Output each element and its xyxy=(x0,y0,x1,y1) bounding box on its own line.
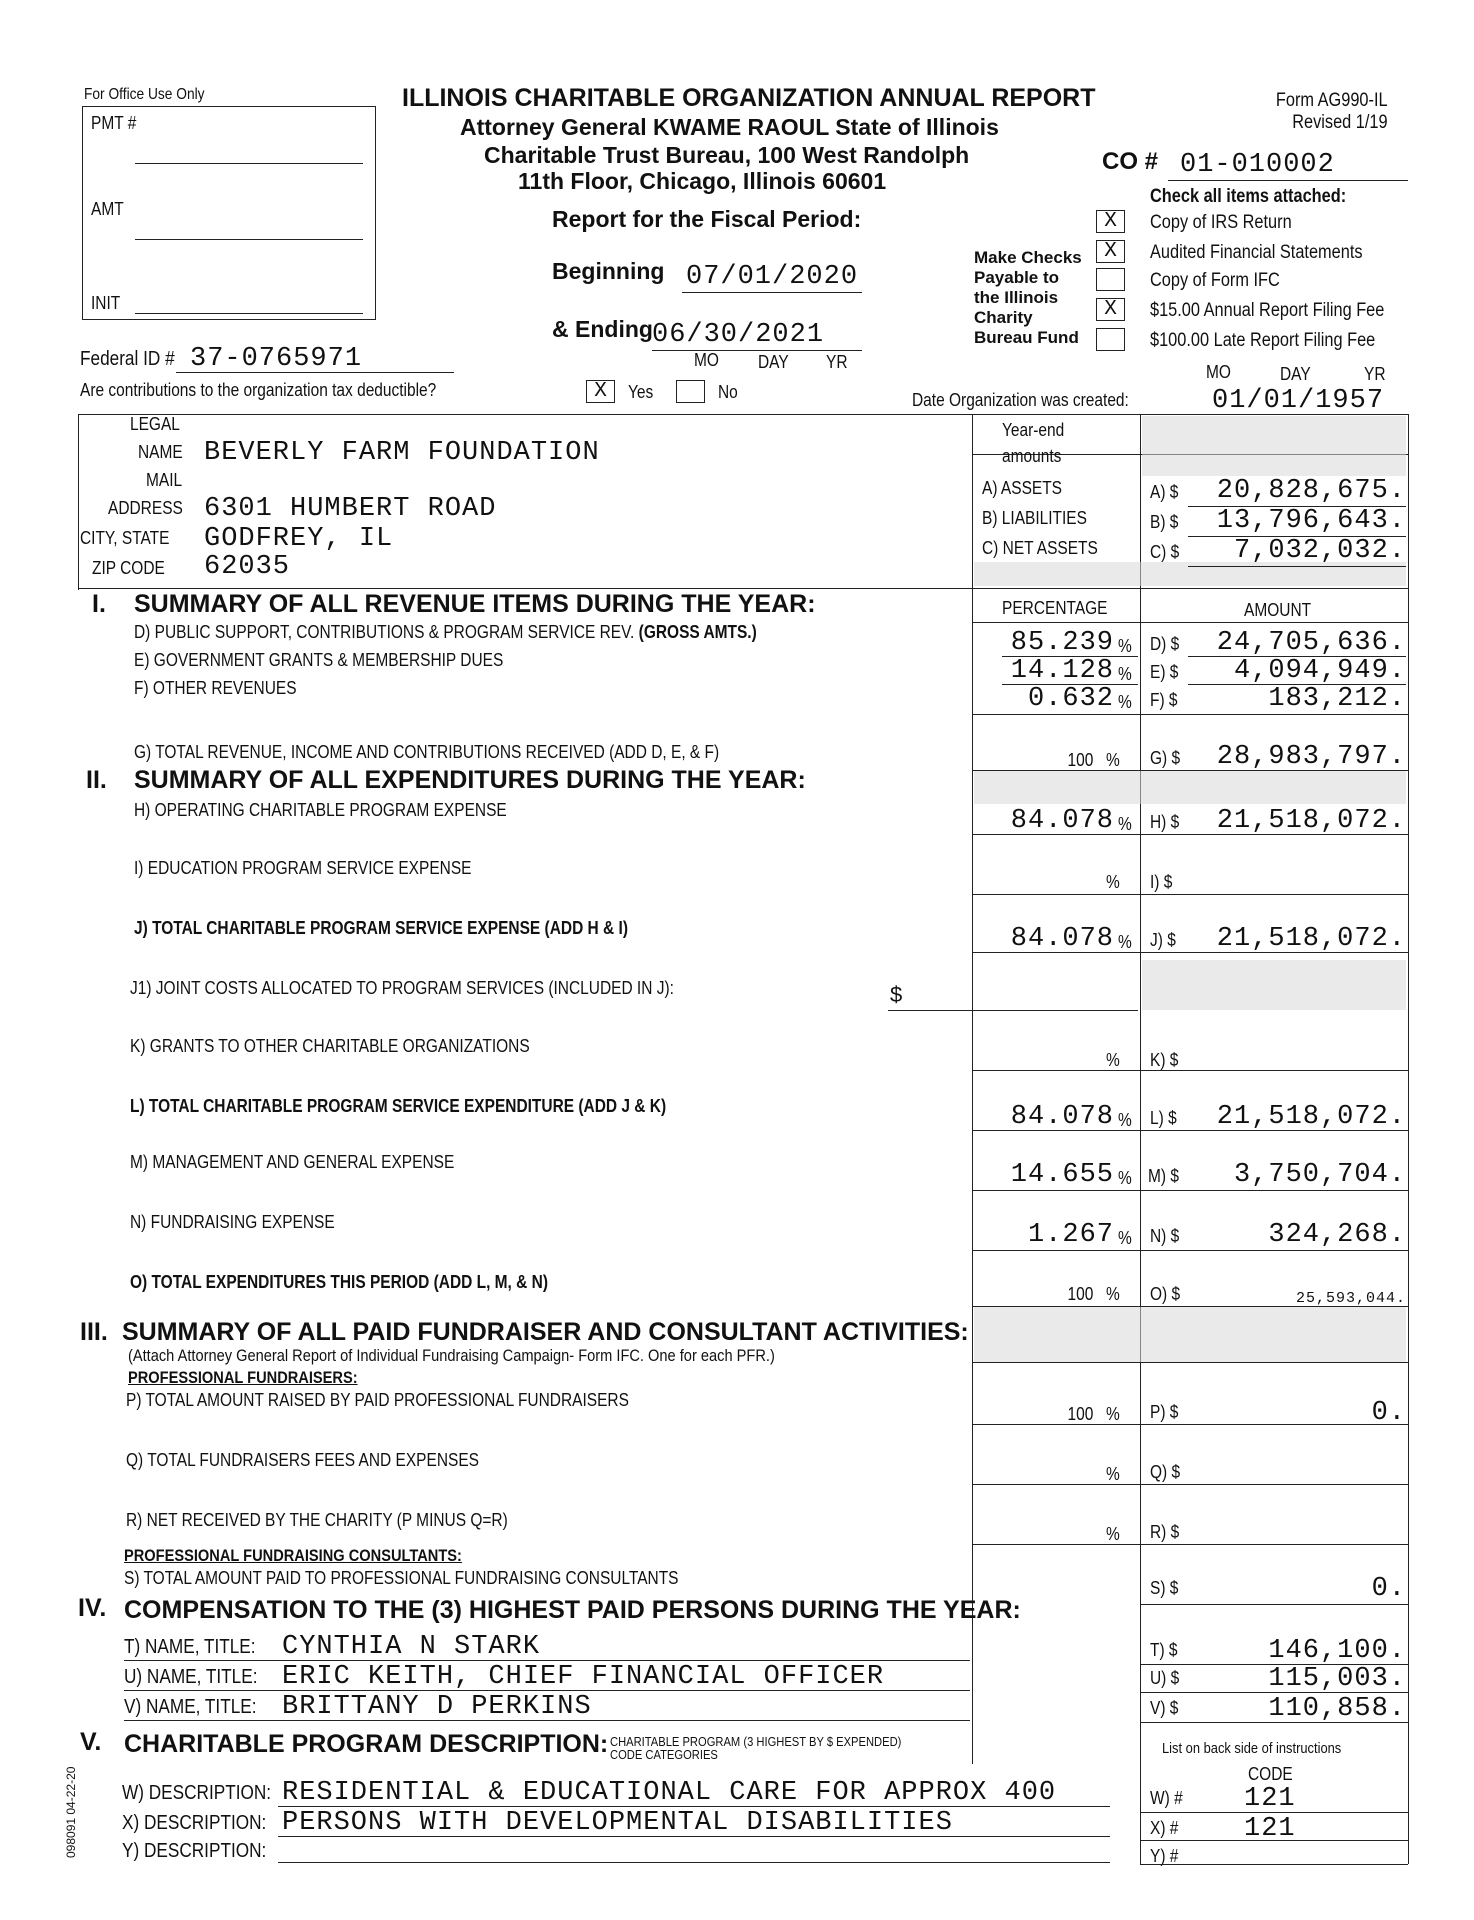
expense-k-label: K) GRANTS TO OTHER CHARITABLE ORGANIZATIONS xyxy=(130,1036,530,1056)
pct-sign: % xyxy=(1118,814,1132,834)
annual-fee-checkbox[interactable]: X xyxy=(1096,298,1125,321)
yr-label: YR xyxy=(826,352,848,372)
revenue-f-amount: 183,212. xyxy=(1268,684,1406,714)
created-date: 01/01/1957 xyxy=(1212,386,1385,416)
pct-sign: % xyxy=(1106,1464,1120,1484)
check-all-label: Check all items attached: xyxy=(1150,186,1347,207)
deductible-question: Are contributions to the organization tax deductible? xyxy=(80,380,437,400)
fundraiser-q-label: Q) TOTAL FUNDRAISERS FEES AND EXPENSES xyxy=(126,1450,479,1470)
deductible-no-label: No xyxy=(718,382,738,402)
expense-i-label: I) EDUCATION PROGRAM SERVICE EXPENSE xyxy=(134,858,472,878)
assets-code: A) $ xyxy=(1150,482,1179,502)
org-zip: 62035 xyxy=(204,552,291,582)
fundraiser-p-code: P) $ xyxy=(1150,1402,1179,1422)
federal-id-value: 37-0765971 xyxy=(190,344,363,374)
revenue-e-code: E) $ xyxy=(1150,662,1179,682)
name-label: NAME xyxy=(138,442,183,462)
net-assets-code: C) $ xyxy=(1150,542,1180,562)
desc-y-code-label: Y) # xyxy=(1150,1846,1179,1866)
liabilities-code: B) $ xyxy=(1150,512,1179,532)
expense-o-amount: 25,593,044. xyxy=(1295,1290,1406,1307)
desc-w-text: RESIDENTIAL & EDUCATIONAL CARE FOR APPROX 400 xyxy=(282,1778,1057,1808)
expense-h-amount: 21,518,072. xyxy=(1216,806,1406,836)
expense-h-pct: 84.078 xyxy=(1010,806,1114,836)
created-yr-label: YR xyxy=(1364,364,1386,384)
section-2-number: II. xyxy=(86,766,107,794)
pct-sign: % xyxy=(1106,1284,1120,1304)
consultant-s-amount: 0. xyxy=(1371,1574,1406,1604)
ending-label: & Ending xyxy=(552,316,653,342)
desc-w-label: W) DESCRIPTION: xyxy=(122,1782,272,1804)
amt-label: AMT xyxy=(91,199,124,219)
section-1-title: SUMMARY OF ALL REVENUE ITEMS DURING THE YEAR: xyxy=(134,590,816,618)
section-1-number: I. xyxy=(92,590,106,618)
section-3-number: III. xyxy=(80,1318,108,1346)
expense-o-label: O) TOTAL EXPENDITURES THIS PERIOD (ADD L, M, & N) xyxy=(130,1272,548,1292)
comp-t-amount: 146,100. xyxy=(1268,1636,1406,1666)
pct-sign: % xyxy=(1118,692,1132,712)
desc-x-label: X) DESCRIPTION: xyxy=(122,1812,267,1834)
expense-j1-label: J1) JOINT COSTS ALLOCATED TO PROGRAM SERVICES (INCLUDED IN J): xyxy=(130,978,674,998)
expense-m-label: M) MANAGEMENT AND GENERAL EXPENSE xyxy=(130,1152,455,1172)
assets-value: 20,828,675. xyxy=(1216,476,1406,506)
deductible-yes-checkbox[interactable]: X xyxy=(586,380,615,403)
expense-o-pct: 100 xyxy=(1067,1284,1094,1304)
professional-fundraisers-header: PROFESSIONAL FUNDRAISERS: xyxy=(128,1368,358,1387)
expense-n-pct: 1.267 xyxy=(1027,1220,1114,1250)
expense-h-label: H) OPERATING CHARITABLE PROGRAM EXPENSE xyxy=(134,800,507,820)
comp-u-label: U) NAME, TITLE: xyxy=(124,1666,258,1688)
revenue-g-amount: 28,983,797. xyxy=(1216,742,1406,772)
form-ifc-checkbox[interactable] xyxy=(1096,268,1125,291)
form-revised: Revised 1/19 xyxy=(1292,112,1388,133)
office-use-box xyxy=(82,106,376,320)
pct-sign: % xyxy=(1118,1168,1132,1188)
desc-x-code-label: X) # xyxy=(1150,1818,1179,1838)
city-label: CITY, STATE xyxy=(80,528,170,548)
created-day-label: DAY xyxy=(1280,364,1311,384)
desc-w-code-label: W) # xyxy=(1150,1788,1183,1808)
revenue-f-pct: 0.632 xyxy=(1027,684,1114,714)
section-3-title: SUMMARY OF ALL PAID FUNDRAISER AND CONSULTANT ACTIVITIES: xyxy=(122,1318,969,1346)
amount-header: AMOUNT xyxy=(1244,600,1312,620)
comp-t-name: CYNTHIA N STARK xyxy=(282,1632,541,1662)
office-use-label: For Office Use Only xyxy=(84,86,205,103)
expense-l-amount: 21,518,072. xyxy=(1216,1102,1406,1132)
deductible-no-checkbox[interactable] xyxy=(676,380,705,403)
pct-sign: % xyxy=(1118,932,1132,952)
org-address: 6301 HUMBERT ROAD xyxy=(204,494,497,524)
section-4-number: IV. xyxy=(78,1594,107,1622)
init-label: INIT xyxy=(91,293,121,313)
liabilities-value: 13,796,643. xyxy=(1216,506,1406,536)
revenue-g-code: G) $ xyxy=(1150,748,1181,768)
pct-sign: % xyxy=(1106,1050,1120,1070)
expense-i-code: I) $ xyxy=(1150,872,1173,892)
revenue-d-label: D) PUBLIC SUPPORT, CONTRIBUTIONS & PROGRAM SERVICE REV. (GROSS AMTS.) xyxy=(134,622,757,642)
list-note: List on back side of instructions xyxy=(1162,1740,1342,1757)
section-5-title: CHARITABLE PROGRAM DESCRIPTION: xyxy=(124,1730,609,1758)
section-5-sub2: CODE CATEGORIES xyxy=(610,1747,718,1762)
section-2-title: SUMMARY OF ALL EXPENDITURES DURING THE YEAR: xyxy=(134,766,806,794)
beginning-label: Beginning xyxy=(552,258,665,284)
expense-l-code: L) $ xyxy=(1150,1108,1177,1128)
irs-return-checkbox[interactable]: X xyxy=(1096,210,1125,233)
expense-j-pct: 84.078 xyxy=(1010,924,1114,954)
expense-j-code: J) $ xyxy=(1150,930,1176,950)
comp-v-label: V) NAME, TITLE: xyxy=(124,1696,257,1718)
revenue-f-code: F) $ xyxy=(1150,690,1178,710)
expense-h-code: H) $ xyxy=(1150,812,1180,832)
pct-sign: % xyxy=(1106,1404,1120,1424)
section-3-note: (Attach Attorney General Report of Individual Fundraising Campaign- Form IFC. One for each PFR.) xyxy=(128,1346,775,1365)
comp-v-code: V) $ xyxy=(1150,1698,1179,1718)
desc-w-code: 121 xyxy=(1244,1784,1296,1814)
fundraiser-p-amount: 0. xyxy=(1371,1398,1406,1428)
pct-sign: % xyxy=(1106,872,1120,892)
revenue-d-code: D) $ xyxy=(1150,634,1180,654)
expense-m-amount: 3,750,704. xyxy=(1233,1160,1406,1190)
ag-line: Attorney General KWAME RAOUL State of Illinois xyxy=(460,114,999,140)
org-city: GODFREY, IL xyxy=(204,524,394,554)
section-4-title: COMPENSATION TO THE (3) HIGHEST PAID PERSONS DURING THE YEAR: xyxy=(124,1596,1021,1624)
side-note: 098091 04-22-20 xyxy=(64,1766,78,1858)
fundraiser-r-code: R) $ xyxy=(1150,1522,1180,1542)
revenue-g-pct: 100 xyxy=(1067,750,1094,770)
deductible-yes-label: Yes xyxy=(628,382,654,402)
pct-sign: % xyxy=(1118,664,1132,684)
federal-id-label: Federal ID # xyxy=(80,348,175,370)
consultant-s-label: S) TOTAL AMOUNT PAID TO PROFESSIONAL FUNDRAISING CONSULTANTS xyxy=(124,1568,679,1588)
expense-n-amount: 324,268. xyxy=(1268,1220,1406,1250)
floor-line: 11th Floor, Chicago, Illinois 60601 xyxy=(518,168,887,194)
expense-k-code: K) $ xyxy=(1150,1050,1179,1070)
revenue-d-amount: 24,705,636. xyxy=(1216,628,1406,658)
net-assets-value: 7,032,032. xyxy=(1233,536,1406,566)
expense-j-label: J) TOTAL CHARITABLE PROGRAM SERVICE EXPENSE (ADD H & I) xyxy=(134,918,628,938)
revenue-e-label: E) GOVERNMENT GRANTS & MEMBERSHIP DUES xyxy=(134,650,504,670)
revenue-e-amount: 4,094,949. xyxy=(1233,656,1406,686)
liabilities-label: B) LIABILITIES xyxy=(982,508,1087,528)
assets-label: A) ASSETS xyxy=(982,478,1063,498)
revenue-f-label: F) OTHER REVENUES xyxy=(134,678,297,698)
pct-sign: % xyxy=(1118,1110,1132,1130)
mo-label: MO xyxy=(694,350,719,370)
irs-return-label: Copy of IRS Return xyxy=(1150,212,1292,233)
desc-x-text: PERSONS WITH DEVELOPMENTAL DISABILITIES xyxy=(282,1808,953,1838)
comp-v-amount: 110,858. xyxy=(1268,1694,1406,1724)
comp-t-label: T) NAME, TITLE: xyxy=(124,1636,256,1658)
co-number: 01-010002 xyxy=(1180,150,1335,180)
form-ifc-label: Copy of Form IFC xyxy=(1150,270,1280,291)
pct-sign: % xyxy=(1106,750,1120,770)
expense-m-code: M) $ xyxy=(1148,1166,1179,1186)
comp-u-amount: 115,003. xyxy=(1268,1664,1406,1694)
expense-l-pct: 84.078 xyxy=(1010,1102,1114,1132)
co-label: CO # xyxy=(1102,148,1159,175)
comp-u-name: ERIC KEITH, CHIEF FINANCIAL OFFICER xyxy=(282,1662,885,1692)
comp-v-name: BRITTANY D PERKINS xyxy=(282,1692,592,1722)
annual-fee-label: $15.00 Annual Report Filing Fee xyxy=(1150,300,1385,321)
desc-x-code: 121 xyxy=(1244,1814,1296,1844)
form-number: Form AG990-IL xyxy=(1275,90,1388,111)
expense-n-label: N) FUNDRAISING EXPENSE xyxy=(130,1212,335,1232)
revenue-d-pct: 85.239 xyxy=(1010,628,1114,658)
form-title: ILLINOIS CHARITABLE ORGANIZATION ANNUAL REPORT xyxy=(402,84,1096,112)
comp-u-code: U) $ xyxy=(1150,1668,1180,1688)
fundraiser-r-label: R) NET RECEIVED BY THE CHARITY (P MINUS Q=R) xyxy=(126,1510,508,1530)
expense-l-label: L) TOTAL CHARITABLE PROGRAM SERVICE EXPENDITURE (ADD J & K) xyxy=(130,1096,667,1116)
created-label: Date Organization was created: xyxy=(912,390,1129,410)
ending-date: 06/30/2021 xyxy=(652,320,825,350)
professional-consultants-header: PROFESSIONAL FUNDRAISING CONSULTANTS: xyxy=(124,1546,462,1565)
revenue-g-label: G) TOTAL REVENUE, INCOME AND CONTRIBUTIONS RECEIVED (ADD D, E, & F) xyxy=(134,742,720,762)
beginning-date: 07/01/2020 xyxy=(686,262,859,292)
comp-t-code: T) $ xyxy=(1150,1640,1178,1660)
audited-statements-label: Audited Financial Statements xyxy=(1150,242,1363,263)
consultant-s-code: S) $ xyxy=(1150,1578,1179,1598)
pct-sign: % xyxy=(1118,1228,1132,1248)
zip-label: ZIP CODE xyxy=(92,558,165,578)
code-header: CODE xyxy=(1248,1764,1293,1784)
fundraiser-q-code: Q) $ xyxy=(1150,1462,1181,1482)
expense-j-amount: 21,518,072. xyxy=(1216,924,1406,954)
revenue-e-pct: 14.128 xyxy=(1010,656,1114,686)
address-label: ADDRESS xyxy=(108,498,183,518)
percentage-header: PERCENTAGE xyxy=(1002,598,1108,618)
bureau-line: Charitable Trust Bureau, 100 West Randolph xyxy=(484,142,970,168)
section-5-sub1: CHARITABLE PROGRAM (3 HIGHEST BY $ EXPENDED) xyxy=(610,1734,902,1749)
day-label: DAY xyxy=(758,352,789,372)
section-5-number: V. xyxy=(80,1728,102,1756)
org-name: BEVERLY FARM FOUNDATION xyxy=(204,438,600,468)
late-fee-checkbox[interactable] xyxy=(1096,328,1125,351)
net-assets-label: C) NET ASSETS xyxy=(982,538,1098,558)
yearend-label-2: amounts xyxy=(1002,446,1062,466)
make-checks-text: Make Checks Payable to the Illinois Charity Bureau Fund xyxy=(974,248,1082,347)
pmt-label: PMT # xyxy=(91,113,137,133)
mail-label: MAIL xyxy=(146,470,183,490)
late-fee-label: $100.00 Late Report Filing Fee xyxy=(1150,330,1376,351)
expense-j1-code: $ xyxy=(890,982,903,1007)
pct-sign: % xyxy=(1106,1524,1120,1544)
expense-m-pct: 14.655 xyxy=(1010,1160,1114,1190)
legal-label: LEGAL xyxy=(130,414,180,434)
audited-statements-checkbox[interactable]: X xyxy=(1096,240,1125,263)
desc-y-label: Y) DESCRIPTION: xyxy=(122,1840,267,1862)
fiscal-period-label: Report for the Fiscal Period: xyxy=(552,206,862,232)
fundraiser-p-label: P) TOTAL AMOUNT RAISED BY PAID PROFESSIONAL FUNDRAISERS xyxy=(126,1390,629,1410)
yearend-label-1: Year-end xyxy=(1002,420,1065,440)
pct-sign: % xyxy=(1118,636,1132,656)
created-mo-label: MO xyxy=(1206,362,1231,382)
expense-o-code: O) $ xyxy=(1150,1284,1181,1304)
expense-n-code: N) $ xyxy=(1150,1226,1180,1246)
fundraiser-p-pct: 100 xyxy=(1067,1404,1094,1424)
